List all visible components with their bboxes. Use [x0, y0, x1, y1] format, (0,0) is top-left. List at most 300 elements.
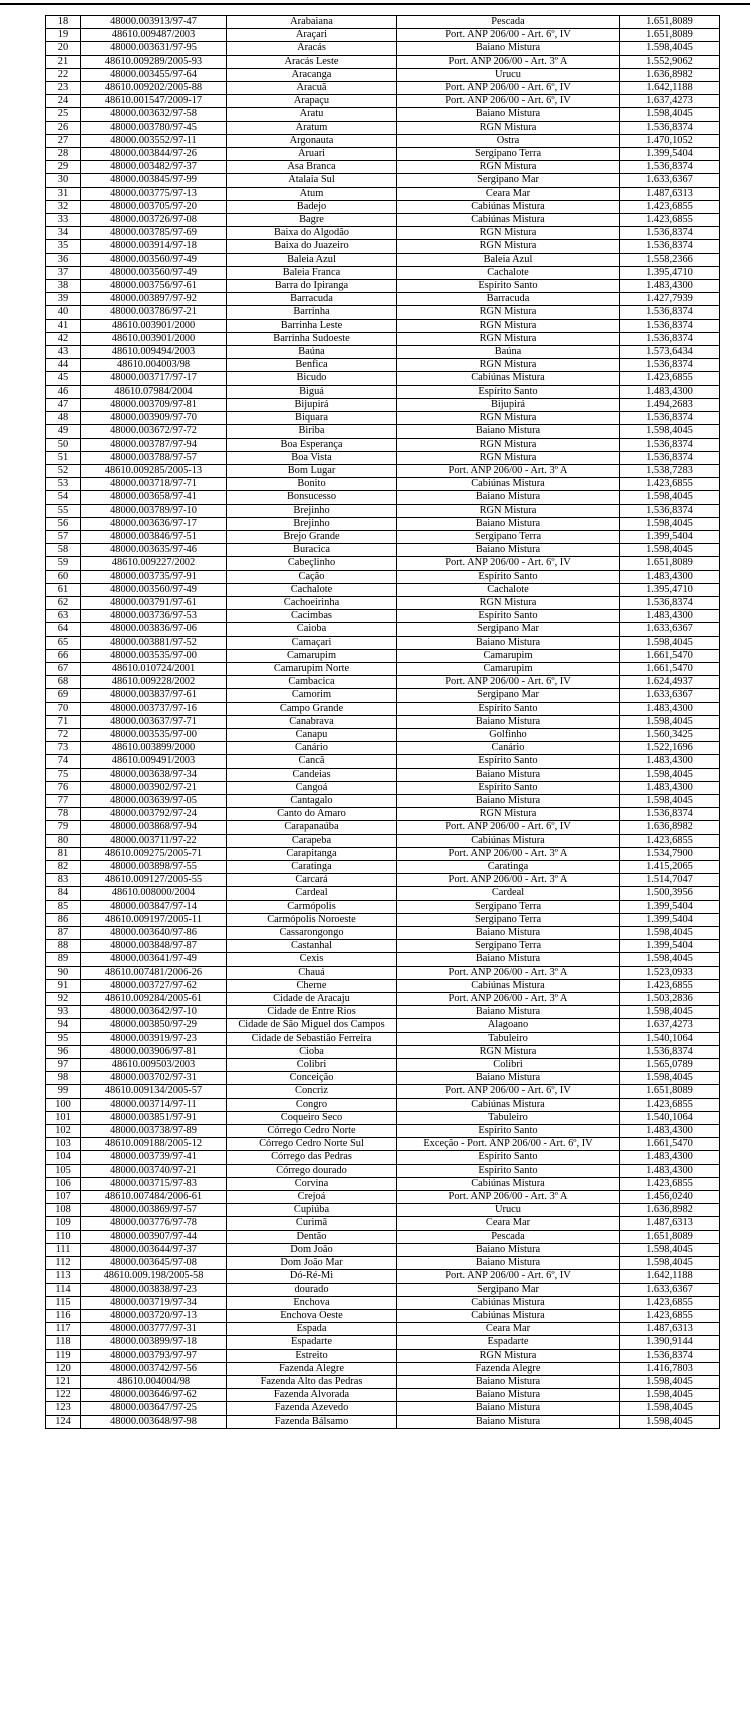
row-number-cell: 67: [46, 662, 81, 675]
row-number-cell: 110: [46, 1230, 81, 1243]
process-number-cell: 48610.009134/2005-57: [81, 1085, 227, 1098]
price-value-cell: 1.399,5404: [620, 913, 720, 926]
price-value-cell: 1.536,8374: [620, 451, 720, 464]
field-name-cell: Cioba: [227, 1045, 397, 1058]
field-name-cell: Cupiúba: [227, 1204, 397, 1217]
row-number-cell: 111: [46, 1243, 81, 1256]
process-number-cell: 48000.003848/97-87: [81, 940, 227, 953]
table-row: [46, 1336, 720, 1349]
process-number-cell: 48000.003714/97-11: [81, 1098, 227, 1111]
reference-oil-cell: Baiano Mistura: [397, 1072, 620, 1085]
reference-oil-cell: Baiano Mistura: [397, 1243, 620, 1256]
price-value-cell: 1.483,4300: [620, 280, 720, 293]
table-row: [46, 240, 720, 253]
table-row: [46, 676, 720, 689]
field-name-cell: Barracuda: [227, 293, 397, 306]
price-value-cell: 1.536,8374: [620, 121, 720, 134]
row-number-cell: 26: [46, 121, 81, 134]
table-row: [46, 306, 720, 319]
price-value-cell: 1.522,1696: [620, 742, 720, 755]
field-name-cell: Cambacica: [227, 676, 397, 689]
field-name-cell: Carapeba: [227, 834, 397, 847]
table-row: [46, 1349, 720, 1362]
field-name-cell: Carapanaúba: [227, 821, 397, 834]
table-row: [46, 1151, 720, 1164]
row-number-cell: 112: [46, 1257, 81, 1270]
reference-oil-cell: RGN Mistura: [397, 504, 620, 517]
row-number-cell: 98: [46, 1072, 81, 1085]
price-value-cell: 1.503,2836: [620, 993, 720, 1006]
price-value-cell: 1.483,4300: [620, 1164, 720, 1177]
field-name-cell: Bagre: [227, 214, 397, 227]
price-value-cell: 1.514,7047: [620, 874, 720, 887]
table-row: [46, 1230, 720, 1243]
table-row: [46, 280, 720, 293]
row-number-cell: 23: [46, 82, 81, 95]
process-number-cell: 48000.003793/97-97: [81, 1349, 227, 1362]
field-name-cell: Caioba: [227, 623, 397, 636]
reference-oil-cell: Port. ANP 206/00 - Art. 3º A: [397, 464, 620, 477]
process-number-cell: 48000.003726/97-08: [81, 214, 227, 227]
price-value-cell: 1.637,4273: [620, 1019, 720, 1032]
row-number-cell: 62: [46, 596, 81, 609]
field-name-cell: Cancã: [227, 755, 397, 768]
price-value-cell: 1.423,6855: [620, 200, 720, 213]
table-row: [46, 940, 720, 953]
table-row: [46, 953, 720, 966]
process-number-cell: 48000.003906/97-81: [81, 1045, 227, 1058]
table-row: [46, 266, 720, 279]
field-name-cell: Carmópolis Noroeste: [227, 913, 397, 926]
row-number-cell: 27: [46, 134, 81, 147]
table-row: [46, 1006, 720, 1019]
reference-oil-cell: Sergipano Mar: [397, 623, 620, 636]
table-row: [46, 1389, 720, 1402]
table-row: [46, 253, 720, 266]
table-row: [46, 900, 720, 913]
row-number-cell: 59: [46, 557, 81, 570]
row-number-cell: 70: [46, 702, 81, 715]
reference-oil-cell: Port. ANP 206/00 - Art. 6º, IV: [397, 821, 620, 834]
row-number-cell: 90: [46, 966, 81, 979]
row-number-cell: 40: [46, 306, 81, 319]
process-number-cell: 48000.003718/97-71: [81, 478, 227, 491]
row-number-cell: 121: [46, 1375, 81, 1388]
table-row: [46, 504, 720, 517]
field-name-cell: Argonauta: [227, 134, 397, 147]
field-name-cell: Brejo Grande: [227, 530, 397, 543]
price-value-cell: 1.598,4045: [620, 927, 720, 940]
reference-oil-cell: RGN Mistura: [397, 359, 620, 372]
price-value-cell: 1.536,8374: [620, 1349, 720, 1362]
reference-oil-cell: Port. ANP 206/00 - Art. 3º A: [397, 1191, 620, 1204]
row-number-cell: 32: [46, 200, 81, 213]
price-value-cell: 1.598,4045: [620, 768, 720, 781]
reference-oil-cell: Port. ANP 206/00 - Art. 6º, IV: [397, 1085, 620, 1098]
field-name-cell: Dom João Mar: [227, 1257, 397, 1270]
table-row: [46, 1019, 720, 1032]
reference-oil-cell: Cabiúnas Mistura: [397, 372, 620, 385]
price-value-cell: 1.395,4710: [620, 266, 720, 279]
reference-oil-cell: Barracuda: [397, 293, 620, 306]
field-name-cell: Boa Vista: [227, 451, 397, 464]
row-number-cell: 77: [46, 794, 81, 807]
reference-oil-cell: RGN Mistura: [397, 161, 620, 174]
reference-oil-cell: Pescada: [397, 16, 620, 29]
row-number-cell: 113: [46, 1270, 81, 1283]
table-row: [46, 596, 720, 609]
field-name-cell: Dó-Ré-Mi: [227, 1270, 397, 1283]
price-value-cell: 1.399,5404: [620, 148, 720, 161]
price-value-cell: 1.651,8089: [620, 16, 720, 29]
process-number-cell: 48610.009188/2005-12: [81, 1138, 227, 1151]
process-number-cell: 48000.003709/97-81: [81, 398, 227, 411]
table-row: [46, 1059, 720, 1072]
reference-oil-cell: Port. ANP 206/00 - Art. 6º, IV: [397, 676, 620, 689]
process-number-cell: 48000.003636/97-17: [81, 517, 227, 530]
row-number-cell: 39: [46, 293, 81, 306]
price-value-cell: 1.598,4045: [620, 636, 720, 649]
reference-oil-cell: Baiano Mistura: [397, 953, 620, 966]
row-number-cell: 71: [46, 715, 81, 728]
field-name-cell: Córrego dourado: [227, 1164, 397, 1177]
price-value-cell: 1.598,4045: [620, 1389, 720, 1402]
field-name-cell: Cacimbas: [227, 610, 397, 623]
field-name-cell: Cidade de Entre Rios: [227, 1006, 397, 1019]
process-number-cell: 48000.003711/97-22: [81, 834, 227, 847]
row-number-cell: 102: [46, 1125, 81, 1138]
reference-oil-cell: Cachalote: [397, 583, 620, 596]
table-row: [46, 359, 720, 372]
process-number-cell: 48000.003787/97-94: [81, 438, 227, 451]
row-number-cell: 120: [46, 1362, 81, 1375]
price-value-cell: 1.598,4045: [620, 42, 720, 55]
price-value-cell: 1.423,6855: [620, 1177, 720, 1190]
field-name-cell: Concriz: [227, 1085, 397, 1098]
process-number-cell: 48000.003914/97-18: [81, 240, 227, 253]
reference-oil-cell: Port. ANP 206/00 - Art. 3º A: [397, 966, 620, 979]
field-name-cell: Enchova: [227, 1296, 397, 1309]
reference-oil-cell: Ceara Mar: [397, 1323, 620, 1336]
table-body: [46, 16, 720, 1429]
price-value-cell: 1.598,4045: [620, 715, 720, 728]
table-row: [46, 42, 720, 55]
row-number-cell: 19: [46, 29, 81, 42]
price-value-cell: 1.483,4300: [620, 385, 720, 398]
row-number-cell: 43: [46, 346, 81, 359]
price-value-cell: 1.536,8374: [620, 438, 720, 451]
process-number-cell: 48000.003719/97-34: [81, 1296, 227, 1309]
row-number-cell: 36: [46, 253, 81, 266]
row-number-cell: 55: [46, 504, 81, 517]
reference-oil-cell: Alagoano: [397, 1019, 620, 1032]
table-row: [46, 451, 720, 464]
price-value-cell: 1.636,8982: [620, 821, 720, 834]
price-value-cell: 1.573,6434: [620, 346, 720, 359]
table-row: [46, 1191, 720, 1204]
reference-oil-cell: RGN Mistura: [397, 240, 620, 253]
table-row: [46, 464, 720, 477]
table-row: [46, 148, 720, 161]
process-number-cell: 48610.001547/2009-17: [81, 95, 227, 108]
price-value-cell: 1.536,8374: [620, 359, 720, 372]
row-number-cell: 45: [46, 372, 81, 385]
price-value-cell: 1.598,4045: [620, 1006, 720, 1019]
row-number-cell: 72: [46, 728, 81, 741]
field-name-cell: Aracás Leste: [227, 55, 397, 68]
reference-oil-cell: Espírito Santo: [397, 755, 620, 768]
row-number-cell: 93: [46, 1006, 81, 1019]
field-name-cell: Camaçari: [227, 636, 397, 649]
reference-oil-cell: Baiano Mistura: [397, 517, 620, 530]
reference-oil-cell: Sergipano Terra: [397, 940, 620, 953]
table-row: [46, 847, 720, 860]
reference-oil-cell: Baiano Mistura: [397, 42, 620, 55]
field-name-cell: Enchova Oeste: [227, 1309, 397, 1322]
row-number-cell: 106: [46, 1177, 81, 1190]
reference-oil-cell: Tabuleiro: [397, 1032, 620, 1045]
field-name-cell: Cidade de Sebastião Ferreira: [227, 1032, 397, 1045]
row-number-cell: 105: [46, 1164, 81, 1177]
table-row: [46, 227, 720, 240]
reference-oil-cell: Camarupim: [397, 649, 620, 662]
row-number-cell: 119: [46, 1349, 81, 1362]
field-name-cell: Brejinho: [227, 517, 397, 530]
field-name-cell: Dom João: [227, 1243, 397, 1256]
table-row: [46, 1296, 720, 1309]
price-value-cell: 1.390,9144: [620, 1336, 720, 1349]
process-number-cell: 48000.003736/97-53: [81, 610, 227, 623]
process-number-cell: 48610.004004/98: [81, 1375, 227, 1388]
price-value-cell: 1.598,4045: [620, 544, 720, 557]
process-number-cell: 48000.003845/97-99: [81, 174, 227, 187]
process-number-cell: 48610.003899/2000: [81, 742, 227, 755]
table-row: [46, 174, 720, 187]
reference-oil-cell: Cabiúnas Mistura: [397, 478, 620, 491]
process-number-cell: 48000.003837/97-61: [81, 689, 227, 702]
field-name-cell: Coqueiro Seco: [227, 1111, 397, 1124]
field-name-cell: Fazenda Alvorada: [227, 1389, 397, 1402]
table-row: [46, 966, 720, 979]
field-name-cell: Cassarongongo: [227, 927, 397, 940]
table-row: [46, 134, 720, 147]
table-row: [46, 319, 720, 332]
reference-oil-cell: Baiano Mistura: [397, 636, 620, 649]
table-row: [46, 1032, 720, 1045]
row-number-cell: 28: [46, 148, 81, 161]
reference-oil-cell: Baiano Mistura: [397, 108, 620, 121]
row-number-cell: 73: [46, 742, 81, 755]
field-name-cell: Atalaia Sul: [227, 174, 397, 187]
process-number-cell: 48000.003560/97-49: [81, 253, 227, 266]
row-number-cell: 61: [46, 583, 81, 596]
price-value-cell: 1.494,2683: [620, 398, 720, 411]
reference-oil-cell: RGN Mistura: [397, 451, 620, 464]
table-row: [46, 530, 720, 543]
table-row: [46, 372, 720, 385]
process-number-cell: 48000.003535/97-00: [81, 728, 227, 741]
reference-oil-cell: RGN Mistura: [397, 121, 620, 134]
process-number-cell: 48000.003647/97-25: [81, 1402, 227, 1415]
price-value-cell: 1.661,5470: [620, 662, 720, 675]
table-row: [46, 187, 720, 200]
field-name-cell: Buracica: [227, 544, 397, 557]
field-name-cell: Araçari: [227, 29, 397, 42]
price-value-cell: 1.636,8982: [620, 68, 720, 81]
process-number-cell: 48000.003455/97-64: [81, 68, 227, 81]
row-number-cell: 81: [46, 847, 81, 860]
field-name-cell: Caratinga: [227, 861, 397, 874]
price-value-cell: 1.598,4045: [620, 491, 720, 504]
row-number-cell: 65: [46, 636, 81, 649]
process-number-cell: 48610.009127/2005-55: [81, 874, 227, 887]
reference-oil-cell: Baiano Mistura: [397, 1257, 620, 1270]
process-number-cell: 48610.003901/2000: [81, 332, 227, 345]
process-number-cell: 48000.003777/97-31: [81, 1323, 227, 1336]
price-value-cell: 1.598,4045: [620, 1257, 720, 1270]
process-number-cell: 48610.009289/2005-93: [81, 55, 227, 68]
reference-oil-cell: Canário: [397, 742, 620, 755]
field-name-cell: Aratum: [227, 121, 397, 134]
price-value-cell: 1.536,8374: [620, 1045, 720, 1058]
price-value-cell: 1.624,4937: [620, 676, 720, 689]
reference-oil-cell: Baiano Mistura: [397, 794, 620, 807]
table-row: [46, 715, 720, 728]
table-row: [46, 29, 720, 42]
field-name-cell: Cangoá: [227, 781, 397, 794]
field-name-cell: Cidade de Aracaju: [227, 993, 397, 1006]
table-row: [46, 861, 720, 874]
field-name-cell: Barrinha: [227, 306, 397, 319]
reference-oil-cell: Port. ANP 206/00 - Art. 3º A: [397, 55, 620, 68]
reference-oil-cell: Sergipano Terra: [397, 530, 620, 543]
process-number-cell: 48610.004003/98: [81, 359, 227, 372]
reference-oil-cell: Colibri: [397, 1059, 620, 1072]
process-number-cell: 48000.003702/97-31: [81, 1072, 227, 1085]
price-value-cell: 1.661,5470: [620, 649, 720, 662]
table-row: [46, 1283, 720, 1296]
process-number-cell: 48000.003535/97-00: [81, 649, 227, 662]
row-number-cell: 122: [46, 1389, 81, 1402]
field-name-cell: Cantagalo: [227, 794, 397, 807]
process-number-cell: 48000.003786/97-21: [81, 306, 227, 319]
reference-oil-cell: RGN Mistura: [397, 596, 620, 609]
price-value-cell: 1.534,7900: [620, 847, 720, 860]
field-name-cell: Cardeal: [227, 887, 397, 900]
field-name-cell: dourado: [227, 1283, 397, 1296]
table-row: [46, 1402, 720, 1415]
row-number-cell: 25: [46, 108, 81, 121]
process-number-cell: 48000.003788/97-57: [81, 451, 227, 464]
row-number-cell: 29: [46, 161, 81, 174]
reference-oil-cell: Exceção - Port. ANP 206/00 - Art. 6º, IV: [397, 1138, 620, 1151]
row-number-cell: 74: [46, 755, 81, 768]
reference-oil-cell: Espírito Santo: [397, 1164, 620, 1177]
reference-oil-cell: Port. ANP 206/00 - Art. 3º A: [397, 874, 620, 887]
reference-oil-cell: RGN Mistura: [397, 319, 620, 332]
reference-oil-cell: Baleia Azul: [397, 253, 620, 266]
price-value-cell: 1.637,4273: [620, 95, 720, 108]
table-row: [46, 1243, 720, 1256]
process-number-cell: 48000.003644/97-37: [81, 1243, 227, 1256]
field-name-cell: Canário: [227, 742, 397, 755]
row-number-cell: 53: [46, 478, 81, 491]
reference-oil-cell: Golfinho: [397, 728, 620, 741]
price-value-cell: 1.483,4300: [620, 702, 720, 715]
table-row: [46, 834, 720, 847]
reference-oil-cell: Baiano Mistura: [397, 1402, 620, 1415]
row-number-cell: 33: [46, 214, 81, 227]
price-value-cell: 1.651,8089: [620, 29, 720, 42]
process-number-cell: 48000.003775/97-13: [81, 187, 227, 200]
field-price-table: [45, 15, 720, 1429]
price-value-cell: 1.633,6367: [620, 1283, 720, 1296]
field-name-cell: Espada: [227, 1323, 397, 1336]
row-number-cell: 80: [46, 834, 81, 847]
table-row: [46, 1098, 720, 1111]
reference-oil-cell: Port. ANP 206/00 - Art. 3º A: [397, 993, 620, 1006]
process-number-cell: 48000.003735/97-91: [81, 570, 227, 583]
table-row: [46, 794, 720, 807]
field-name-cell: Córrego Cedro Norte: [227, 1125, 397, 1138]
price-value-cell: 1.483,4300: [620, 1151, 720, 1164]
process-number-cell: 48000.003836/97-06: [81, 623, 227, 636]
field-name-cell: Boa Esperança: [227, 438, 397, 451]
top-border-line: [0, 3, 750, 5]
row-number-cell: 24: [46, 95, 81, 108]
price-value-cell: 1.565,0789: [620, 1059, 720, 1072]
table-row: [46, 728, 720, 741]
table-row: [46, 755, 720, 768]
table-row: [46, 557, 720, 570]
field-name-cell: Biriba: [227, 425, 397, 438]
row-number-cell: 46: [46, 385, 81, 398]
field-name-cell: Arabaiana: [227, 16, 397, 29]
price-value-cell: 1.483,4300: [620, 1125, 720, 1138]
reference-oil-cell: RGN Mistura: [397, 412, 620, 425]
table-row: [46, 1072, 720, 1085]
row-number-cell: 41: [46, 319, 81, 332]
reference-oil-cell: Bijupirá: [397, 398, 620, 411]
row-number-cell: 47: [46, 398, 81, 411]
price-value-cell: 1.633,6367: [620, 689, 720, 702]
row-number-cell: 118: [46, 1336, 81, 1349]
reference-oil-cell: Sergipano Mar: [397, 174, 620, 187]
price-value-cell: 1.598,4045: [620, 517, 720, 530]
price-value-cell: 1.487,6313: [620, 187, 720, 200]
table-row: [46, 1362, 720, 1375]
field-name-cell: Cachalote: [227, 583, 397, 596]
price-value-cell: 1.651,8089: [620, 1085, 720, 1098]
row-number-cell: 20: [46, 42, 81, 55]
price-value-cell: 1.633,6367: [620, 174, 720, 187]
price-value-cell: 1.536,8374: [620, 161, 720, 174]
row-number-cell: 114: [46, 1283, 81, 1296]
process-number-cell: 48610.009503/2003: [81, 1059, 227, 1072]
field-name-cell: Canabrava: [227, 715, 397, 728]
process-number-cell: 48000.003791/97-61: [81, 596, 227, 609]
field-name-cell: Baixa do Juazeiro: [227, 240, 397, 253]
row-number-cell: 116: [46, 1309, 81, 1322]
table-row: [46, 689, 720, 702]
table-row: [46, 821, 720, 834]
price-value-cell: 1.487,6313: [620, 1217, 720, 1230]
table-row: [46, 412, 720, 425]
row-number-cell: 44: [46, 359, 81, 372]
price-value-cell: 1.523,0933: [620, 966, 720, 979]
reference-oil-cell: Urucu: [397, 68, 620, 81]
row-number-cell: 34: [46, 227, 81, 240]
